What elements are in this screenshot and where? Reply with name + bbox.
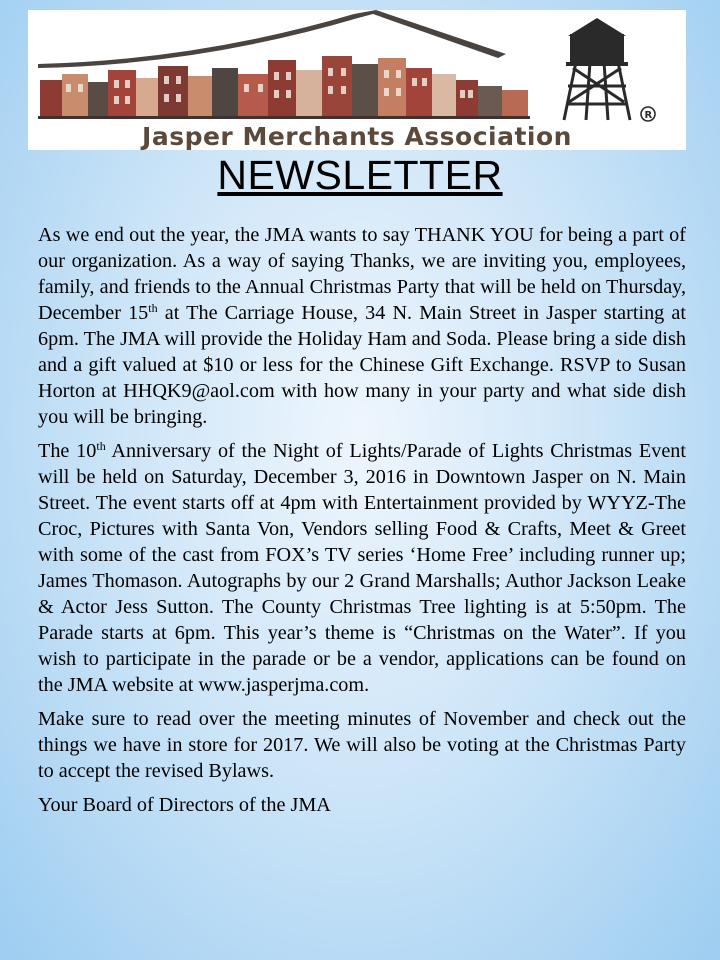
paragraph-meeting-minutes: Make sure to read over the meeting minutes of November and check out the things we have in store for 2017. We will also be voting at the Christmas Party to accept the revised Bylaws. xyxy=(38,708,686,782)
logo-banner xyxy=(28,10,686,150)
organization-name: Jasper Merchants Association xyxy=(142,122,572,150)
signoff: Your Board of Directors of the JMA xyxy=(38,794,331,816)
page-title: NEWSLETTER xyxy=(217,152,503,198)
svg-text:R: R xyxy=(644,110,653,121)
newsletter-body xyxy=(38,222,686,826)
paragraph-night-of-lights: The 10th Anniversary of the Night of Lights/Parade of Lights Christmas Event will be held on Saturday, December 3, 2016 in Downtown Jasper on N. Main Street. The event starts off at 4pm with Entertainment provided by WYYZ-The Croc, Pictures with Santa Von, Vendors selling Food & Crafts, Meet & Greet with some of the cast from FOX’s TV series ‘Home Free’ including runner up; James Thomason. Autographs by our 2 Grand Marshalls; Author Jackson Leake & Actor Jess Sutton. The County Christmas Tree lighting is at 5:50pm. The Parade starts at 6pm. This year’s theme is “Christmas on the Water”. If you wish to participate in the parade or be a vendor, applications can be found on the JMA website at www.jasperjma.com. xyxy=(38,439,686,696)
paragraph-christmas-party: As we end out the year, the JMA wants to say THANK YOU for being a part of our organization. As a way of saying Thanks, we are inviting you, employees, family, and friends to the Annual Christmas Party that will be held on Thursday, December 15th at The Carriage House, 34 N. Main Street in Jasper starting at 6pm. The JMA will provide the Holiday Ham and Soda. Please bring a side dish and a gift valued at $10 or less for the Chinese Gift Exchange. RSVP to Susan Horton at HHQK9@aol.com with how many in your party and what side dish you will be bringing. xyxy=(38,224,686,428)
